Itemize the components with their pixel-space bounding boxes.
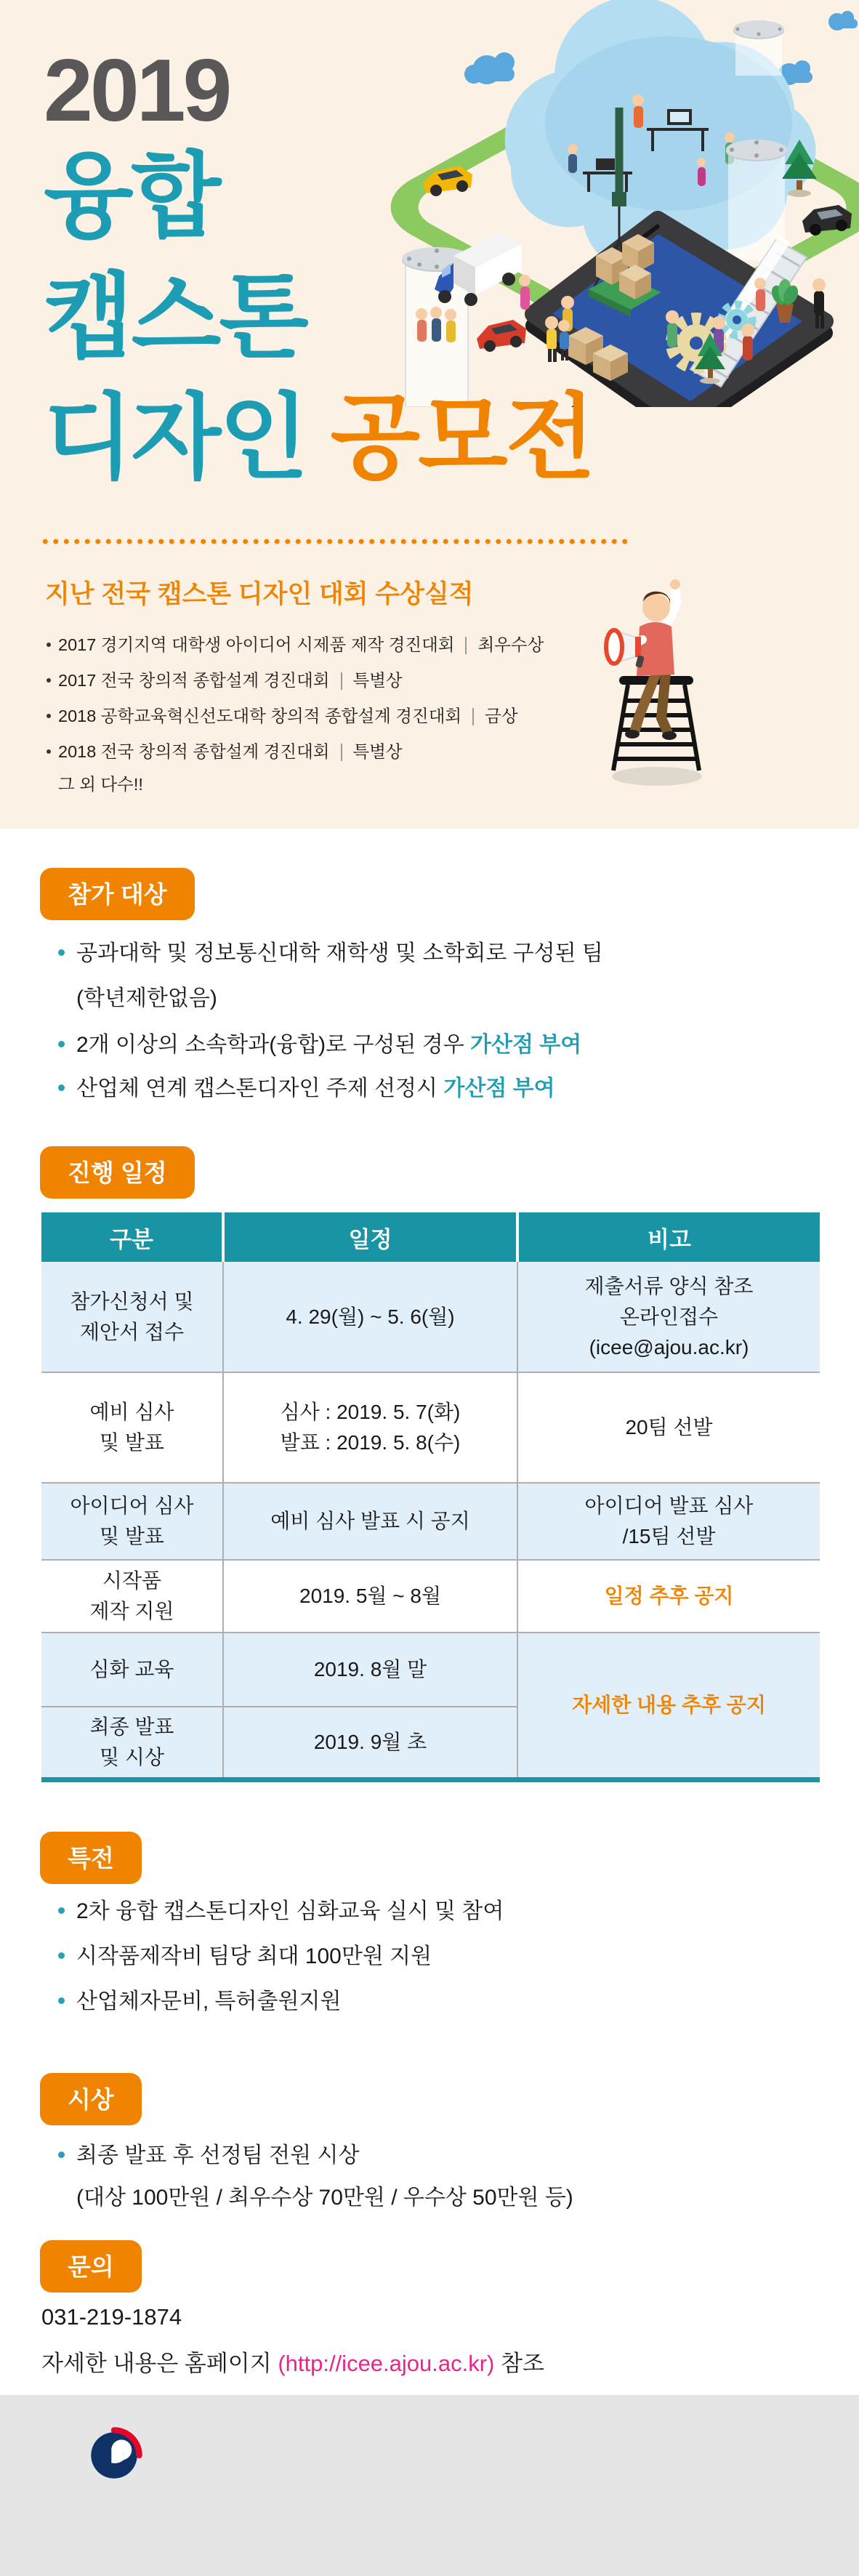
- section-badge-prizes: 시상: [40, 2073, 142, 2125]
- bullet-item: 2개 이상의 소속학과(융합)로 구성된 경우 가산점 부여: [58, 1026, 581, 1058]
- bullet-dot-icon: [47, 714, 51, 718]
- separator-bar: [341, 672, 342, 690]
- poster-title: [44, 41, 594, 499]
- award-item: 2017 전국 창의적 종합설계 경진대회 특별상: [45, 667, 403, 691]
- bullet-dot-icon: [58, 2152, 65, 2158]
- bullet-dot-icon: [58, 1041, 65, 1047]
- separator-bar: [465, 637, 467, 654]
- bullet-dot-icon: [58, 1907, 65, 1914]
- awards-heading: 지난 전국 캡스톤 디자인 대회 수상실적: [45, 580, 474, 608]
- bullet-item: 시작품제작비 팀당 최대 100만원 지원: [58, 1938, 432, 1970]
- bullet-dot-icon: [47, 678, 51, 683]
- table-row: 시작품 제작 지원 2019. 5월 ~ 8월 일정 추후 공지: [41, 1560, 820, 1633]
- small-cloud-icon: [828, 11, 858, 31]
- megaphone-person-illustration: [594, 576, 719, 791]
- col-header-note: 비고: [517, 1212, 820, 1262]
- bullet-dot-icon: [58, 949, 65, 956]
- bullet-item: 공과대학 및 정보통신대학 재학생 및 소학회로 구성된 팀: [58, 935, 603, 967]
- section-badge-schedule: 진행 일정: [40, 1146, 195, 1199]
- section-badge-contact: 문의: [40, 2240, 142, 2293]
- bullet-dot-icon: [47, 643, 51, 647]
- motie-logo: [84, 2425, 145, 2486]
- prize-detail: (대상 100만원 / 최우수상 70만원 / 우수상 50만원 등): [76, 2186, 573, 2210]
- title-year: 2019: [44, 41, 230, 140]
- table-row: 아이디어 심사 및 발표 예비 심사 발표 시 공지 아이디어 발표 심사 /15팀 선발: [41, 1483, 820, 1560]
- table-row: 최종 발표 및 시상 2019. 9월 초: [41, 1707, 820, 1780]
- bullet-dot-icon: [58, 1997, 65, 2004]
- title-line-2: 캡스톤: [44, 265, 307, 369]
- table-row: 예비 심사 및 발표 심사 : 2019. 5. 7(화) 발표 : 2019. 5. 8(수) 20팀 선발: [41, 1372, 820, 1483]
- contact-homepage: 자세한 내용은 홈페이지 (http://icee.ajou.ac.kr) 참조: [41, 2351, 544, 2376]
- glass-tube-top-illustration: [733, 20, 784, 76]
- table-row: 참가신청서 및 제안서 접수 4. 29(월) ~ 5. 6(월) 제출서류 양식 참조 온라인접수 (icee@ajou.ac.kr): [41, 1262, 820, 1372]
- col-header-category: 구분: [41, 1212, 223, 1262]
- award-item: 2018 공학교육혁신선도대학 창의적 종합설계 경진대회 금상: [45, 702, 518, 727]
- megaphone-icon: [606, 630, 645, 668]
- section-badge-participation: 참가 대상: [40, 868, 195, 920]
- homepage-link[interactable]: (http://icee.ajou.ac.kr): [278, 2351, 495, 2376]
- dotted-divider: [40, 539, 627, 544]
- section-badge-benefits: 특전: [40, 1832, 142, 1884]
- bullet-item-continued: (학년제한없음): [76, 986, 217, 1010]
- table-row: 심화 교육 2019. 8월 말 자세한 내용 추후 공지: [41, 1633, 820, 1707]
- col-header-date: 일정: [223, 1212, 517, 1262]
- bullet-item: 최종 발표 후 선정팀 전원 시상: [58, 2137, 359, 2169]
- contact-phone: 031-219-1874: [41, 2304, 182, 2330]
- schedule-table: [41, 1212, 820, 1782]
- award-item: 2018 전국 창의적 종합설계 경진대회 특별상: [45, 738, 403, 762]
- award-item: 2017 경기지역 대학생 아이디어 시제품 제작 경진대회 최우수상: [45, 631, 544, 656]
- awards-more: 그 외 다수!!: [58, 775, 143, 794]
- bullet-dot-icon: [58, 1084, 65, 1091]
- bullet-item: 산업체 연계 캡스톤디자인 주제 선정시 가산점 부여: [58, 1070, 555, 1102]
- schedule-table-wrap: [41, 1212, 820, 1782]
- bullet-dot-icon: [58, 1952, 65, 1959]
- title-line-3: 디자인 공모전: [44, 386, 594, 490]
- ladder-icon: [613, 685, 699, 770]
- bullet-item: 2차 융합 캡스톤디자인 심화교육 실시 및 참여: [58, 1893, 504, 1925]
- bullet-item: 산업체자문비, 특허출원지원: [58, 1983, 341, 2015]
- separator-bar: [341, 744, 342, 761]
- title-line-1: 융합: [44, 145, 219, 249]
- bullet-dot-icon: [47, 749, 51, 754]
- separator-bar: [472, 708, 474, 725]
- table-header-row: [41, 1212, 820, 1262]
